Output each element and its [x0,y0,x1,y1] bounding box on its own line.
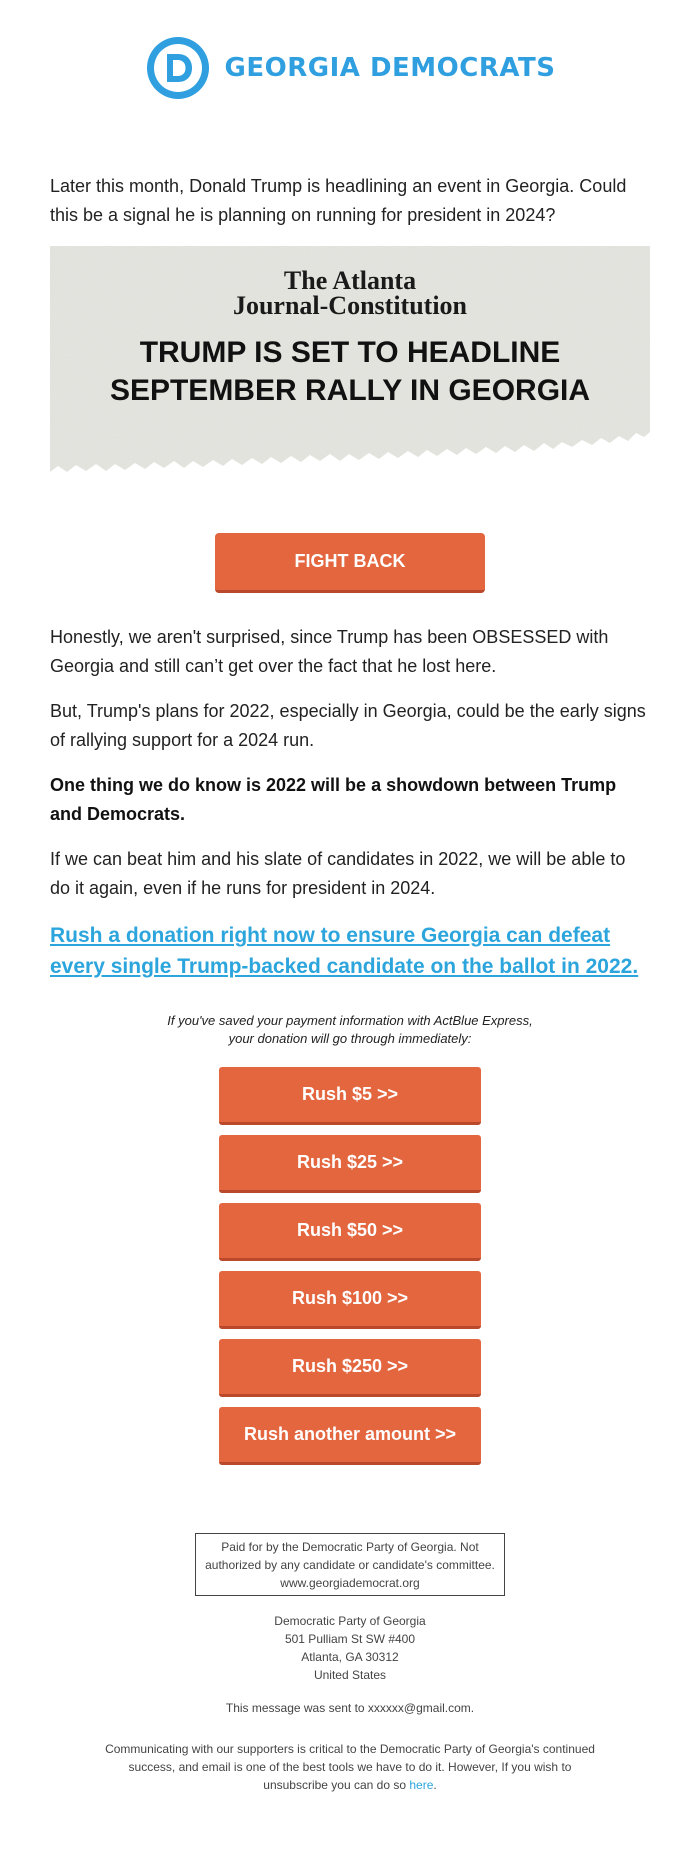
rush-250-button[interactable]: Rush $250 >> [219,1339,481,1397]
paid-for-line-1: Paid for by the Democratic Party of Georgia. Not [221,1540,479,1554]
mailing-address [0,1612,700,1684]
paragraph-plans-2022: But, Trump's plans for 2022, especially in Georgia, could be the early signs of rallying support for a 2024 run. [50,701,646,750]
actblue-note-line-2: your donation will go through immediately: [228,1031,472,1046]
masthead-line-2: Journal-Constitution [232,291,468,320]
address-org: Democratic Party of Georgia [274,1614,426,1628]
paragraph-beat-him: If we can beat him and his slate of candidates in 2022, we will be able to do it again, even if he runs for president in 2024. [50,849,626,898]
rush-donation-link[interactable]: Rush a donation right now to ensure Georgia can defeat every single Trump-backed candidate on the ballot in 2022. [50,924,639,978]
unsubscribe-link[interactable]: here [409,1778,434,1792]
fight-back-button[interactable]: FIGHT BACK [215,533,485,593]
masthead-line-1: The Atlanta [283,266,417,295]
democrats-d-logo-icon [145,35,211,101]
paid-for-line-2: authorized by any candidate or candidate's committee. [205,1558,495,1572]
address-country: United States [313,1668,387,1682]
newspaper-masthead [50,268,650,318]
newspaper-headline [50,334,650,410]
actblue-express-note [150,1012,550,1048]
closing-period: . [433,1778,437,1792]
paragraph-showdown: One thing we do know is 2022 will be a showdown between Trump and Democrats. [50,775,617,824]
closing-text: Communicating with our supporters is critical to the Democratic Party of Georgia's continued success, and email is one of the best tools we have to do it. However, If you wish to unsubscribe you can do so [105,1742,595,1792]
headline-line-2: SEPTEMBER RALLY IN GEORGIA [109,374,591,407]
paid-for-website: www.georgiademocrat.org [280,1576,420,1590]
unsubscribe-notice [100,1740,600,1794]
rush-other-amount-button[interactable]: Rush another amount >> [219,1407,481,1465]
georgia-democrats-logo[interactable] [0,34,700,102]
rush-100-button[interactable]: Rush $100 >> [219,1271,481,1329]
address-street: 501 Pulliam St SW #400 [284,1632,416,1646]
paragraph-obsessed: Honestly, we aren't surprised, since Trump has been OBSESSED with Georgia and still can’t get over the fact that he lost here. [50,627,609,676]
rush-5-button[interactable]: Rush $5 >> [219,1067,481,1125]
paid-for-disclaimer [195,1533,505,1596]
actblue-note-line-1: If you've saved your payment information with ActBlue Express, [167,1013,533,1028]
rush-25-button[interactable]: Rush $25 >> [219,1135,481,1193]
intro-paragraph: Later this month, Donald Trump is headlining an event in Georgia. Could this be a signal he is planning on running for president in 2024? [50,176,627,225]
address-city: Atlanta, GA 30312 [301,1650,399,1664]
rush-50-button[interactable]: Rush $50 >> [219,1203,481,1261]
sent-to-notice: This message was sent to xxxxxx@gmail.com. [225,1701,475,1715]
headline-line-1: TRUMP IS SET TO HEADLINE [139,336,561,369]
newspaper-clipping [50,246,650,476]
logo-wordmark: GEORGIA DEMOCRATS [224,53,556,83]
